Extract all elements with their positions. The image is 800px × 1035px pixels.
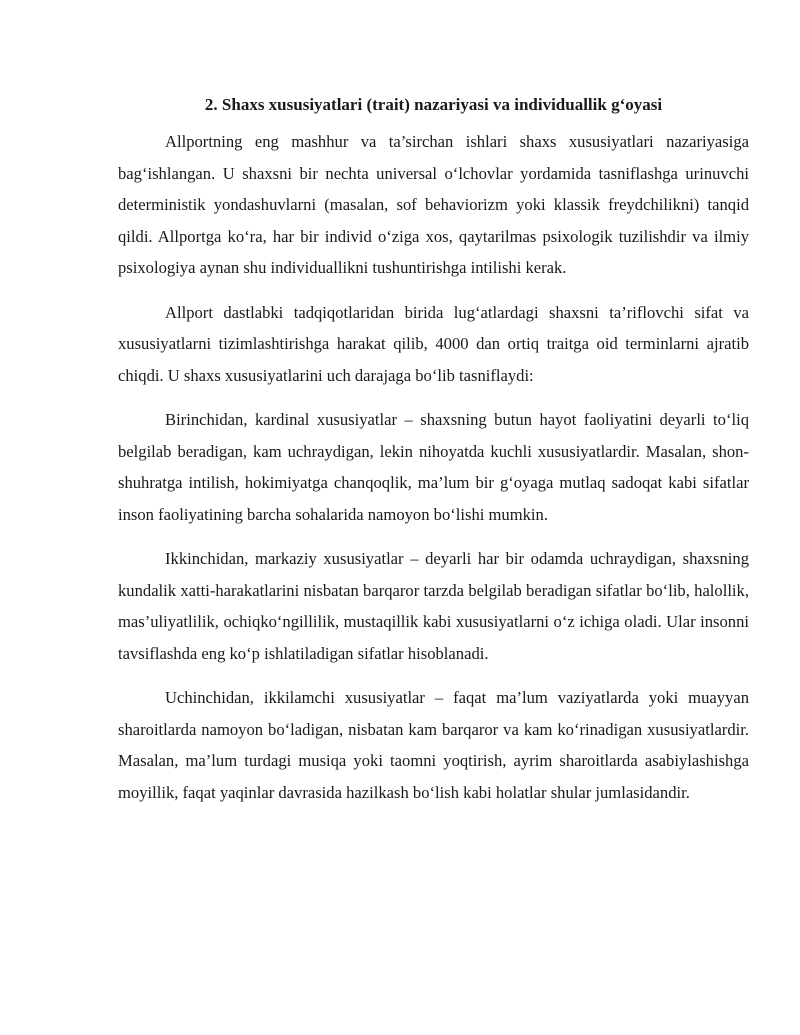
paragraph-secondary-traits: Uchinchidan, ikkilamchi xususiyatlar – faqat ma’lum vaziyatlarda yoki muayyan sharoitlarda namoyon bo‘ladigan, nisbatan kam barqaror va kam ko‘rinadigan xususiyatlardir. Masalan, ma’lum turdagi musiqa yoki taomni yoqtirish, ayrim sharoitlarda asabiylashishga moyillik, faqat yaqinlar davrasida hazilkash bo‘lish kabi holatlar shular jumlasidandir.	[118, 688, 749, 802]
paragraph-intro: Allportning eng mashhur va ta’sirchan ishlari shaxs xususiyatlari nazariyasiga bag‘ishlangan. U shaxsni bir nechta universal o‘lchovlar yordamida tasniflashga urinuvchi deterministik yondashuvlarni (masalan, sof behaviorizm yoki klassik freydchilikni) tanqid qildi. Allportga ko‘ra, har bir individ o‘ziga xos, qaytarilmas psixologik tuzilishdir va ilmiy psixologiya aynan shu individuallikni tushuntirishga intilishi kerak.	[118, 132, 749, 277]
paragraph-cardinal-traits: Birinchidan, kardinal xususiyatlar – shaxsning butun hayot faoliyatini deyarli to‘liq belgilab beradigan, kam uchraydigan, lekin nihoyatda kuchli xususiyatlardir. Masalan, shon-shuhratga intilish, hokimiyatga chanqoqlik, ma’lum bir g‘oyaga mutlaq sadoqat kabi sifatlar inson faoliyatining barcha sohalarida namoyon bo‘lishi mumkin.	[118, 410, 749, 524]
paragraph-central-traits: Ikkinchidan, markaziy xususiyatlar – deyarli har bir odamda uchraydigan, shaxsning kundalik xatti-harakatlarini nisbatan barqaror tarzda belgilab beradigan sifatlar bo‘lib, halollik, mas’uliyatlilik, ochiqko‘ngillilik, mustaqillik kabi xususiyatlarni o‘z ichiga oladi. Ular insonni tavsiflashda eng ko‘p ishlatiladigan sifatlar hisoblanadi.	[118, 549, 749, 663]
paragraph-classification: Allport dastlabki tadqiqotlaridan birida lug‘atlardagi shaxsni ta’riflovchi sifat va xususiyatlarni tizimlashtirishga harakat qilib, 4000 dan ortiq traitga oid terminlarni ajratib chiqdi. U shaxs xususiyatlarini uch darajaga bo‘lib tasniflaydi:	[118, 302, 749, 385]
document-page	[118, 92, 749, 821]
section-heading: 2. Shaxs xususiyatlari (trait) nazariyasi va individuallik g‘oyasi	[204, 95, 663, 114]
